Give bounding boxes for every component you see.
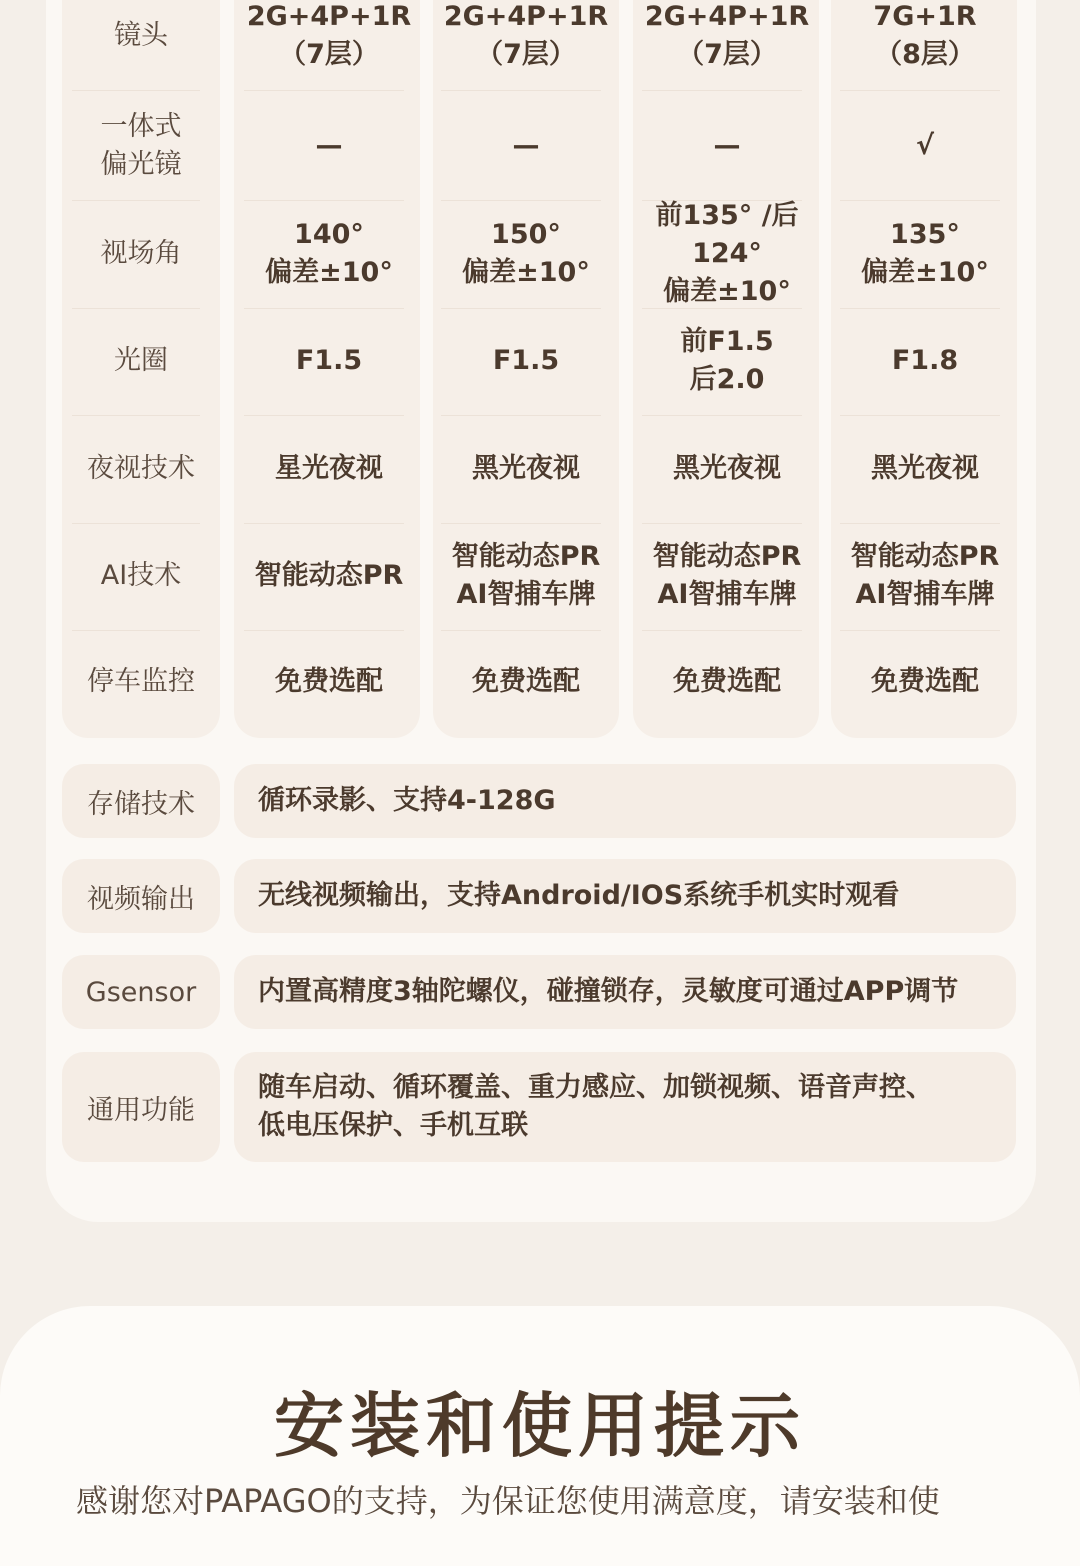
storage-label: 存储技术 bbox=[62, 764, 220, 838]
spec-cell: 免费选配 bbox=[275, 666, 383, 697]
spec-row-label: 视场角 bbox=[100, 238, 182, 269]
spec-row-label: AI技术 bbox=[100, 560, 182, 591]
spec-cell: 前135° /后124° 偏差±10° bbox=[655, 200, 799, 307]
spec-cell: 智能动态PR AI智捕车牌 bbox=[652, 541, 802, 610]
gsensor-label: Gsensor bbox=[62, 955, 220, 1029]
row-divider bbox=[642, 90, 802, 91]
video-output-label: 视频输出 bbox=[62, 859, 220, 933]
spec-cell: — bbox=[315, 130, 343, 161]
spec-cell: 免费选配 bbox=[673, 666, 781, 697]
spec-cell: 2G+4P+1R （7层） bbox=[644, 1, 810, 70]
spec-cell: 2G+4P+1R （7层） bbox=[443, 1, 609, 70]
gsensor-value: 内置高精度3轴陀螺仪，碰撞锁存，灵敏度可通过APP调节 bbox=[234, 955, 1016, 1029]
spec-cell: 智能动态PR bbox=[254, 560, 404, 591]
spec-cell: F1.5 bbox=[295, 345, 363, 376]
spec-cell: 星光夜视 bbox=[275, 453, 383, 484]
general-functions-value: 随车启动、循环覆盖、重力感应、加锁视频、语音声控、 低电压保护、手机互联 bbox=[234, 1052, 1016, 1162]
row-divider bbox=[441, 90, 601, 91]
storage-value: 循环录影、支持4-128G bbox=[234, 764, 1016, 838]
spec-cell: 免费选配 bbox=[871, 666, 979, 697]
spec-cell: F1.5 bbox=[492, 345, 560, 376]
video-output-value: 无线视频输出，支持Android/IOS系统手机实时观看 bbox=[234, 859, 1016, 933]
spec-cell: 黑光夜视 bbox=[673, 453, 781, 484]
row-divider bbox=[72, 90, 200, 91]
spec-cell: — bbox=[713, 130, 741, 161]
spec-row-label: 夜视技术 bbox=[87, 453, 195, 484]
install-intro: 感谢您对PAPAGO的支持，为保证您使用满意度，请安装和使 bbox=[76, 1482, 940, 1520]
spec-cell: 2G+4P+1R （7层） bbox=[246, 1, 412, 70]
spec-cell: F1.8 bbox=[891, 345, 959, 376]
spec-row-label: 一体式 偏光镜 bbox=[100, 111, 182, 180]
spec-cell: 150° 偏差±10° bbox=[462, 219, 590, 288]
spec-row-label: 光圈 bbox=[114, 345, 168, 376]
spec-cell: 7G+1R （8层） bbox=[873, 1, 977, 70]
spec-cell: 智能动态PR AI智捕车牌 bbox=[850, 541, 1000, 610]
spec-cell: √ bbox=[915, 130, 934, 161]
row-divider bbox=[244, 90, 404, 91]
spec-cell: 黑光夜视 bbox=[472, 453, 580, 484]
spec-cell: 黑光夜视 bbox=[871, 453, 979, 484]
general-functions-label: 通用功能 bbox=[62, 1052, 220, 1162]
spec-cell: 前F1.5 后2.0 bbox=[680, 326, 774, 395]
spec-cell: 免费选配 bbox=[472, 666, 580, 697]
spec-cell: 135° 偏差±10° bbox=[861, 219, 989, 288]
spec-cell: 140° 偏差±10° bbox=[265, 219, 393, 288]
row-divider bbox=[840, 90, 1000, 91]
install-title: 安装和使用提示 bbox=[274, 1384, 806, 1467]
spec-cell: 智能动态PR AI智捕车牌 bbox=[451, 541, 601, 610]
spec-row-label: 停车监控 bbox=[87, 666, 195, 697]
spec-row-label: 镜头 bbox=[114, 20, 168, 51]
spec-cell: — bbox=[512, 130, 540, 161]
